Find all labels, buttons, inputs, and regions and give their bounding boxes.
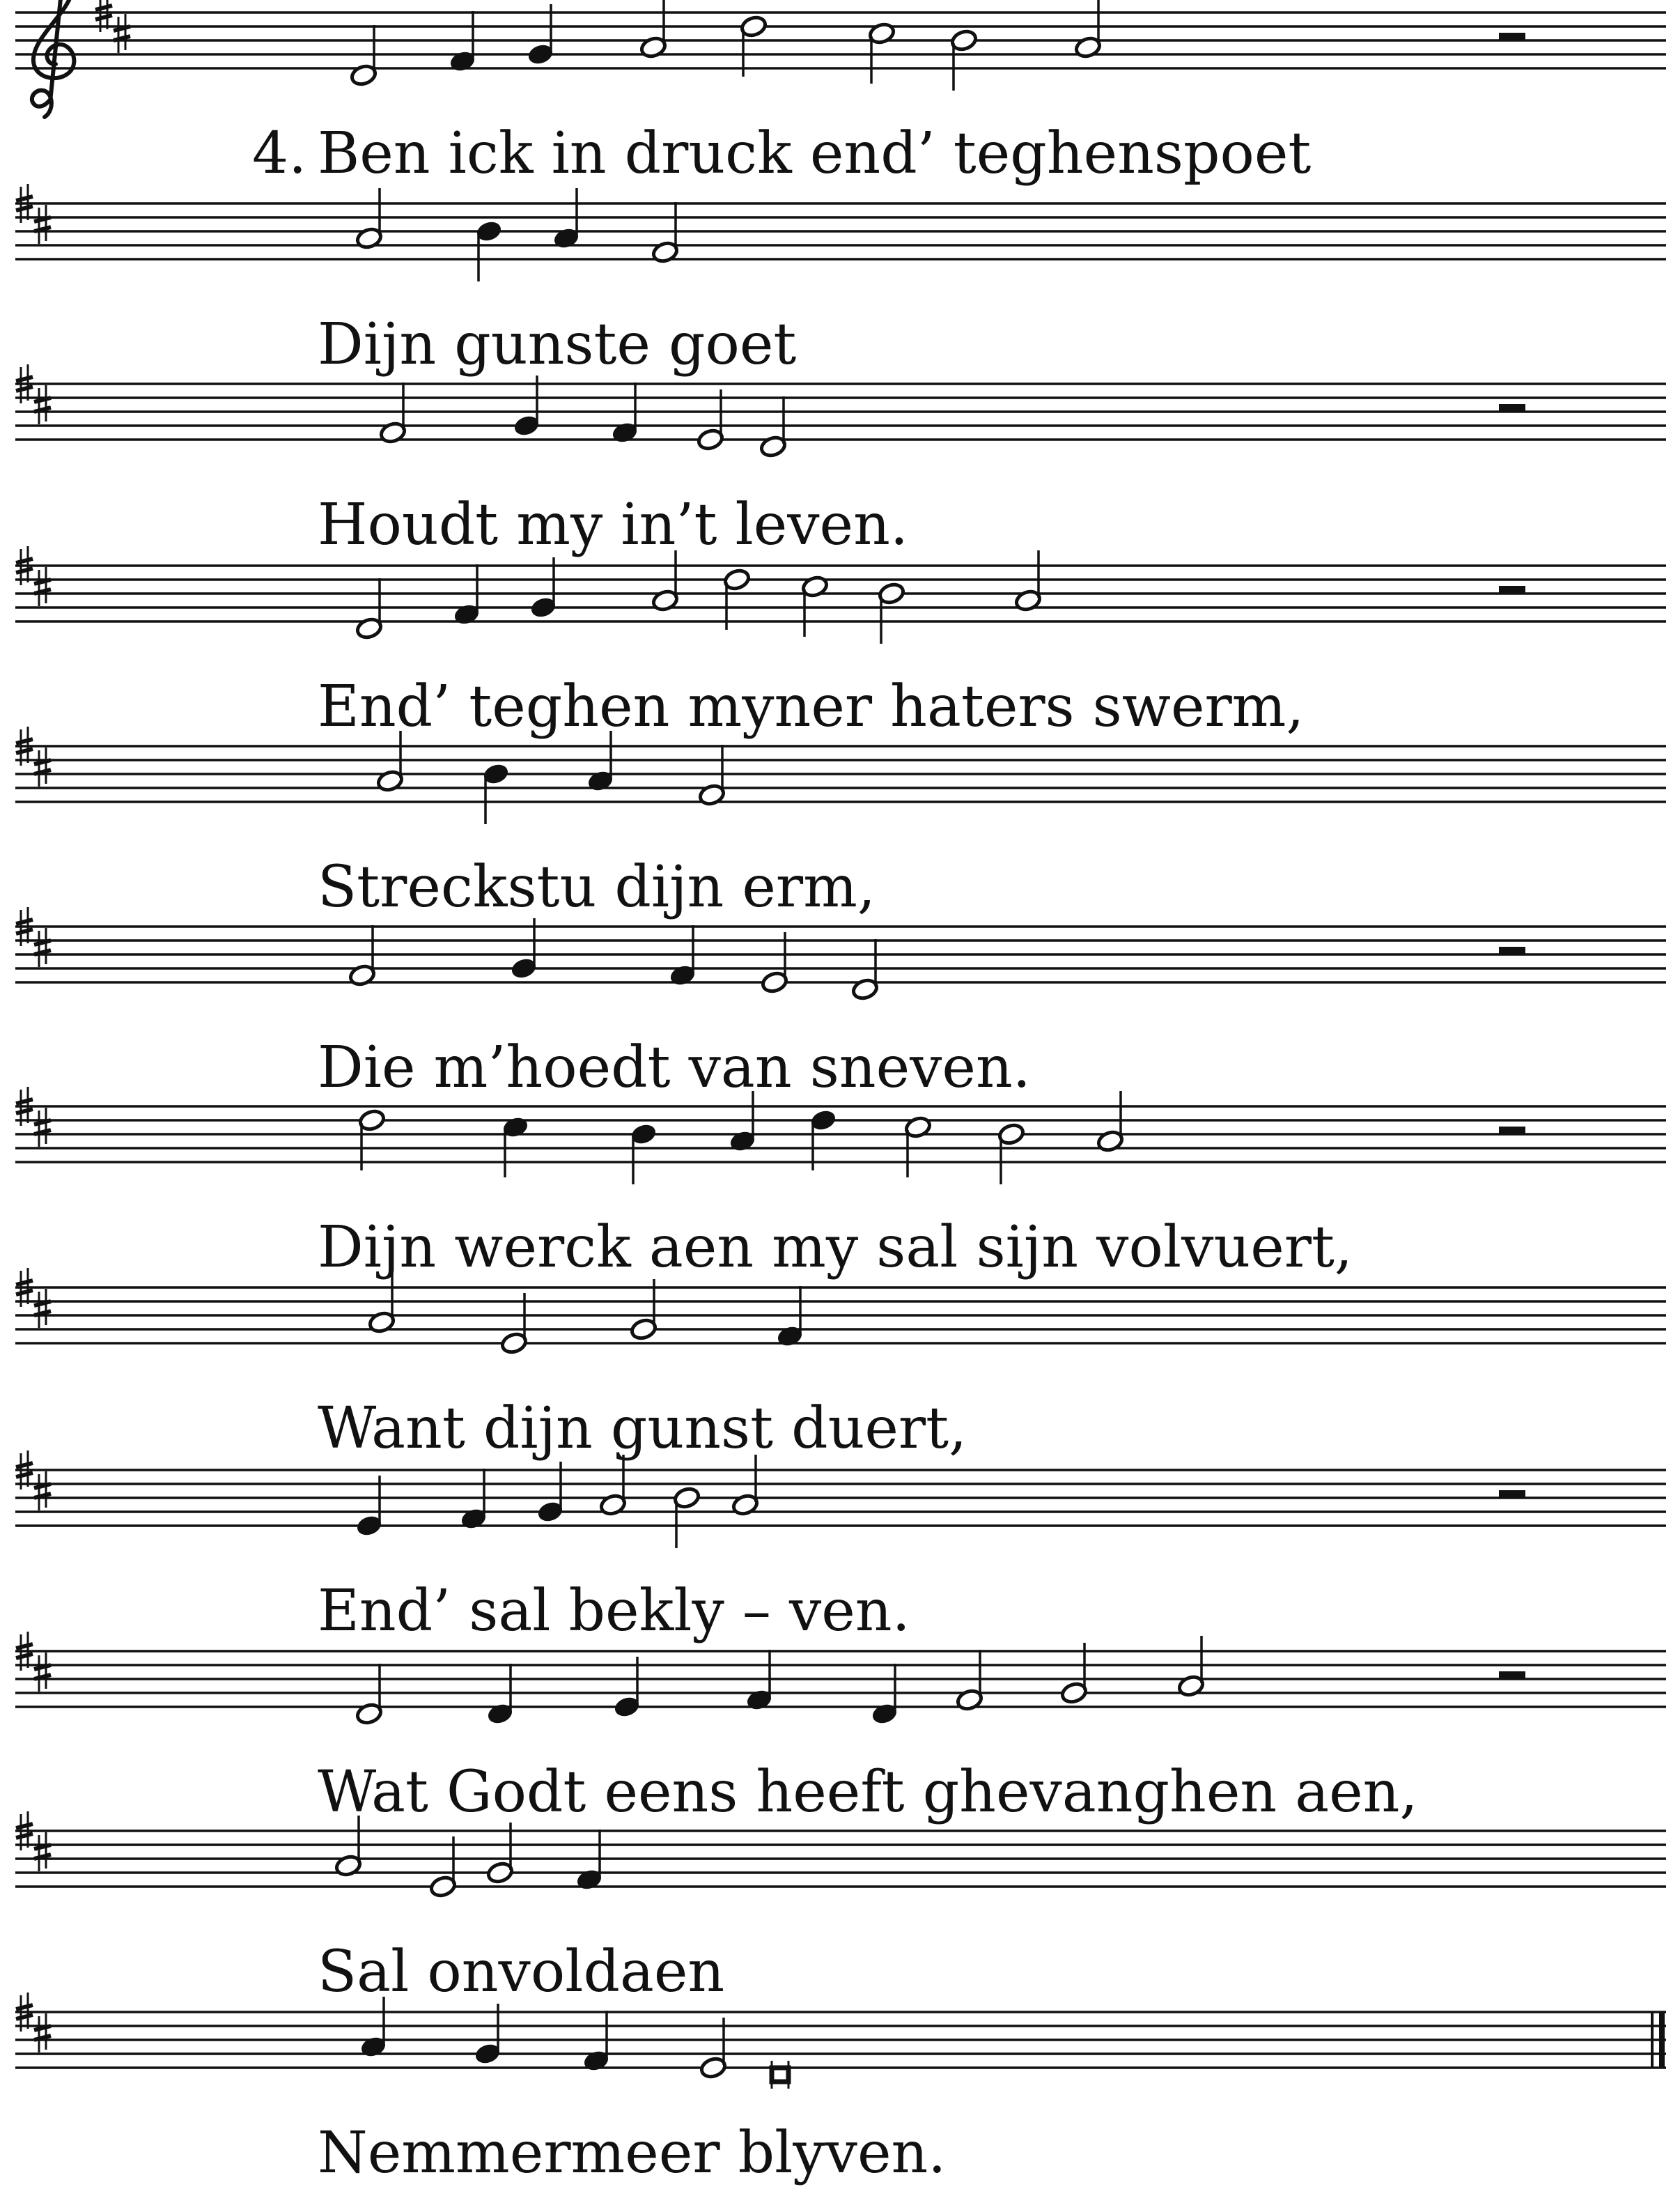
note xyxy=(731,1455,759,1517)
note xyxy=(639,0,667,59)
lyric-line: Dijn gunste goet xyxy=(318,311,797,378)
sharp-icon xyxy=(34,1653,51,1692)
note xyxy=(801,575,829,637)
staff-system xyxy=(15,184,1666,378)
note xyxy=(359,1997,387,2059)
note xyxy=(482,762,510,824)
staff-system xyxy=(15,907,1666,1101)
lyric-line: Dijn werck aen my sal sijn volvuert, xyxy=(318,1214,1353,1281)
note xyxy=(453,564,481,626)
sharp-icon xyxy=(34,567,51,606)
note xyxy=(611,382,639,444)
sharp-icon xyxy=(34,1471,51,1510)
note xyxy=(348,925,376,987)
lyric-line: Houdt my in’t leven. xyxy=(318,492,908,558)
sharp-icon xyxy=(34,2013,51,2052)
half-rest-icon xyxy=(1499,1671,1525,1679)
staff-system xyxy=(15,727,1666,920)
note xyxy=(355,1664,383,1726)
note xyxy=(698,745,726,807)
lyric-line: End’ teghen myner haters swerm, xyxy=(318,674,1305,740)
note xyxy=(630,1122,658,1184)
note xyxy=(486,1664,514,1726)
half-rest-icon xyxy=(1499,404,1525,412)
half-rest-icon xyxy=(1499,1490,1525,1498)
half-rest-icon xyxy=(1499,1127,1525,1134)
note xyxy=(871,1664,899,1726)
lyric-line: Want dijn gunst duert, xyxy=(318,1395,967,1462)
note xyxy=(669,925,697,987)
half-rest-icon xyxy=(1499,586,1525,594)
lyric-line: Streckstu dijn erm, xyxy=(318,854,876,920)
staff-system xyxy=(15,364,1666,558)
note xyxy=(673,1486,701,1548)
sharp-icon xyxy=(34,928,51,967)
verse-number: 4. xyxy=(252,121,307,187)
note xyxy=(449,11,476,73)
treble-clef-icon xyxy=(32,0,74,117)
staff-system xyxy=(15,1268,1666,1462)
note xyxy=(851,939,879,1001)
lyric-line: Die m’hoedt van sneven. xyxy=(318,1035,1031,1101)
lyric-line: Nemmermeer blyven. xyxy=(318,2120,947,2186)
note xyxy=(1096,1091,1124,1153)
note xyxy=(460,1469,488,1531)
note xyxy=(575,1829,603,1891)
note xyxy=(368,1272,396,1334)
note xyxy=(651,202,679,264)
note xyxy=(599,1455,627,1517)
lyric-line: Wat Godt eens heeft ghevanghen aen, xyxy=(318,1759,1418,1825)
note xyxy=(651,550,679,612)
note xyxy=(355,188,383,250)
staff-system xyxy=(15,1811,1666,2005)
staff-system xyxy=(15,1993,1666,2186)
note xyxy=(1074,0,1102,59)
staff-system xyxy=(15,546,1666,740)
half-rest-icon xyxy=(1499,947,1525,954)
sharp-icon xyxy=(34,748,51,787)
staff-system xyxy=(15,0,1666,187)
lyric-line: Sal onvoldaen xyxy=(318,1939,725,2005)
staff-system xyxy=(15,1450,1666,1644)
lyric-line: Ben ick in druck end’ teghenspoet xyxy=(318,121,1312,187)
sharp-icon xyxy=(34,1108,51,1147)
note xyxy=(475,219,503,281)
note xyxy=(868,22,896,84)
note xyxy=(376,731,404,793)
note xyxy=(745,1650,773,1712)
note xyxy=(582,2011,610,2073)
note xyxy=(956,1650,983,1712)
note xyxy=(501,1115,529,1177)
staff-system xyxy=(15,1632,1666,1825)
half-rest-icon xyxy=(1499,33,1525,40)
note xyxy=(355,578,383,640)
note xyxy=(552,188,580,250)
sharp-icon xyxy=(114,14,130,53)
staff-system xyxy=(15,1087,1666,1281)
lyric-line: End’ sal bekly – ven. xyxy=(318,1578,910,1644)
sharp-icon xyxy=(34,385,51,424)
note xyxy=(997,1122,1025,1184)
note xyxy=(878,582,905,644)
note xyxy=(759,396,787,458)
note xyxy=(350,25,378,87)
note xyxy=(1177,1636,1205,1698)
note xyxy=(379,382,407,444)
sharp-icon xyxy=(34,1832,51,1871)
sharp-icon xyxy=(34,205,51,244)
note xyxy=(950,29,978,91)
note xyxy=(1014,550,1042,612)
note xyxy=(776,1286,804,1348)
sharp-icon xyxy=(34,1289,51,1328)
note xyxy=(772,2061,788,2089)
note xyxy=(586,731,614,793)
note xyxy=(904,1115,932,1177)
